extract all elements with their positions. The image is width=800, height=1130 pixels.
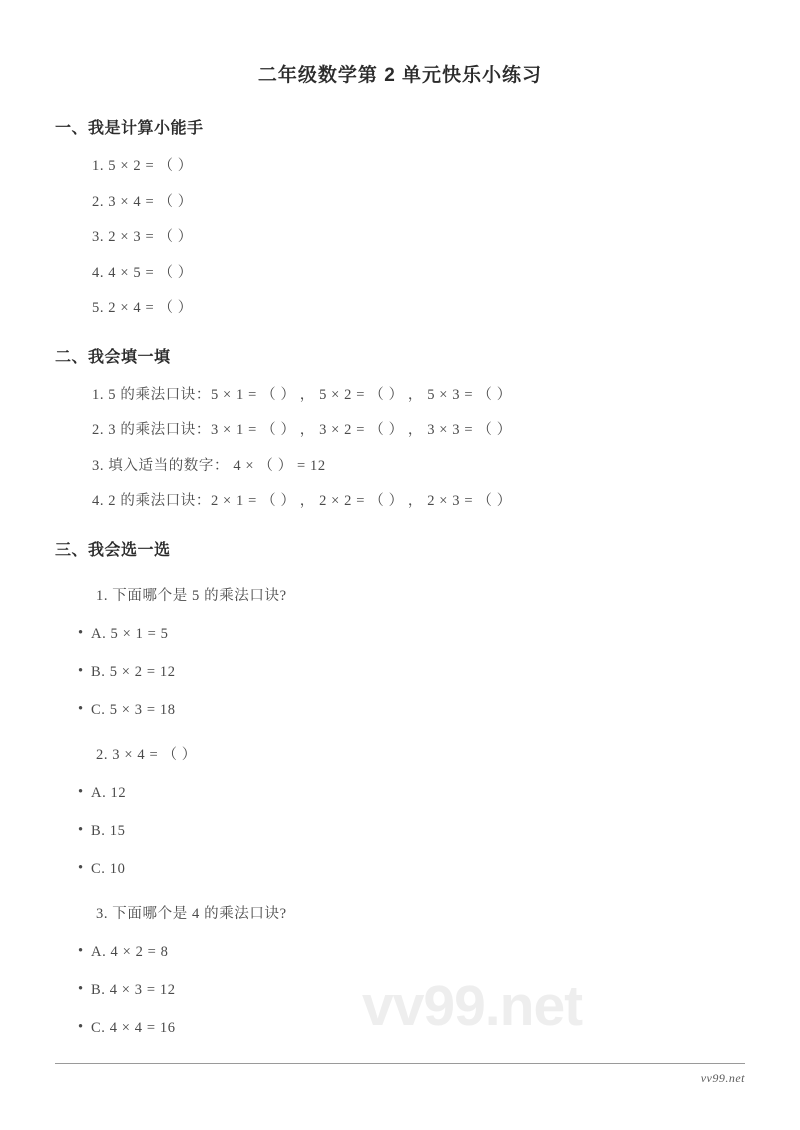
section-fill-in-blank [0,344,800,509]
exercise-item: 2. 3 × 4 = （ ） [92,193,193,210]
watermark: vv99.net [362,974,583,1038]
bullet-icon: • [78,821,84,838]
exercise-item: 5. 2 × 4 = （ ） [92,300,193,316]
choice-option[interactable] [78,999,800,1037]
choice-label: B. 5 × 2 = 12 [91,663,176,680]
choice-list [0,605,800,719]
bullet-icon: • [78,980,84,997]
choice-option[interactable] [78,605,800,643]
choice-option[interactable] [78,643,800,681]
section-heading: 三、我会选一选 [55,541,171,559]
choice-label: A. 4 × 2 = 8 [91,943,169,960]
choice-label: B. 4 × 3 = 12 [91,981,176,998]
exercise-item: 3. 填入适当的数字： 4 × （ ） = 12 [92,457,326,474]
bullet-icon: • [78,783,84,800]
choice-list [0,764,800,878]
question-block [0,719,800,878]
question-prompt: 2. 3 × 4 = （ ） [96,746,197,763]
choice-label: C. 4 × 4 = 16 [91,1019,176,1036]
exercise-item: 4. 4 × 5 = （ ） [92,264,193,281]
exercise-item: 4. 2 的乘法口诀：2 × 1 = （ ） ， 2 × 2 = （ ） ， 2 × 3 = （ ） [92,493,512,509]
choice-option[interactable] [78,961,800,999]
page-title: 二年级数学第 2 单元快乐小练习 [257,65,543,86]
exercise-item: 3. 2 × 3 = （ ） [92,229,193,245]
bullet-icon: • [78,942,84,959]
bullet-icon: • [78,662,84,679]
choice-label: A. 12 [91,784,127,801]
section-heading: 二、我会填一填 [55,348,171,366]
choice-label: B. 15 [91,822,126,839]
choice-label: C. 5 × 3 = 18 [91,701,176,718]
question-block [0,878,800,1037]
choice-option[interactable] [78,840,800,878]
question-prompt: 1. 下面哪个是 5 的乘法口诀? [96,587,287,604]
exercise-list [0,138,800,316]
choice-list [0,923,800,1037]
bullet-icon: • [78,1018,84,1035]
bullet-icon: • [78,624,84,641]
section-calculation [0,115,800,316]
choice-label: A. 5 × 1 = 5 [91,625,169,642]
section-heading: 一、我是计算小能手 [55,120,204,137]
choice-option[interactable] [78,681,800,719]
exercise-item: 1. 5 × 2 = （ ） [92,158,193,174]
choice-label: C. 10 [91,860,126,877]
choice-option[interactable] [78,764,800,802]
section-multiple-choice [0,537,800,1037]
exercise-list [0,367,800,509]
choice-option[interactable] [78,923,800,961]
exercise-item: 1. 5 的乘法口诀：5 × 1 = （ ） ， 5 × 2 = （ ） ， 5 × 3 = （ ） [92,386,512,403]
question-block [0,560,800,719]
exercise-item: 2. 3 的乘法口诀：3 × 1 = （ ） ， 3 × 2 = （ ） ， 3 × 3 = （ ） [92,422,512,438]
bullet-icon: • [78,700,84,717]
footer-divider [55,1063,745,1064]
bullet-icon: • [78,859,84,876]
page-footer [0,1063,800,1086]
choice-option[interactable] [78,802,800,840]
footer-source: vv99.net [700,1071,745,1085]
question-prompt: 3. 下面哪个是 4 的乘法口诀? [96,905,287,922]
